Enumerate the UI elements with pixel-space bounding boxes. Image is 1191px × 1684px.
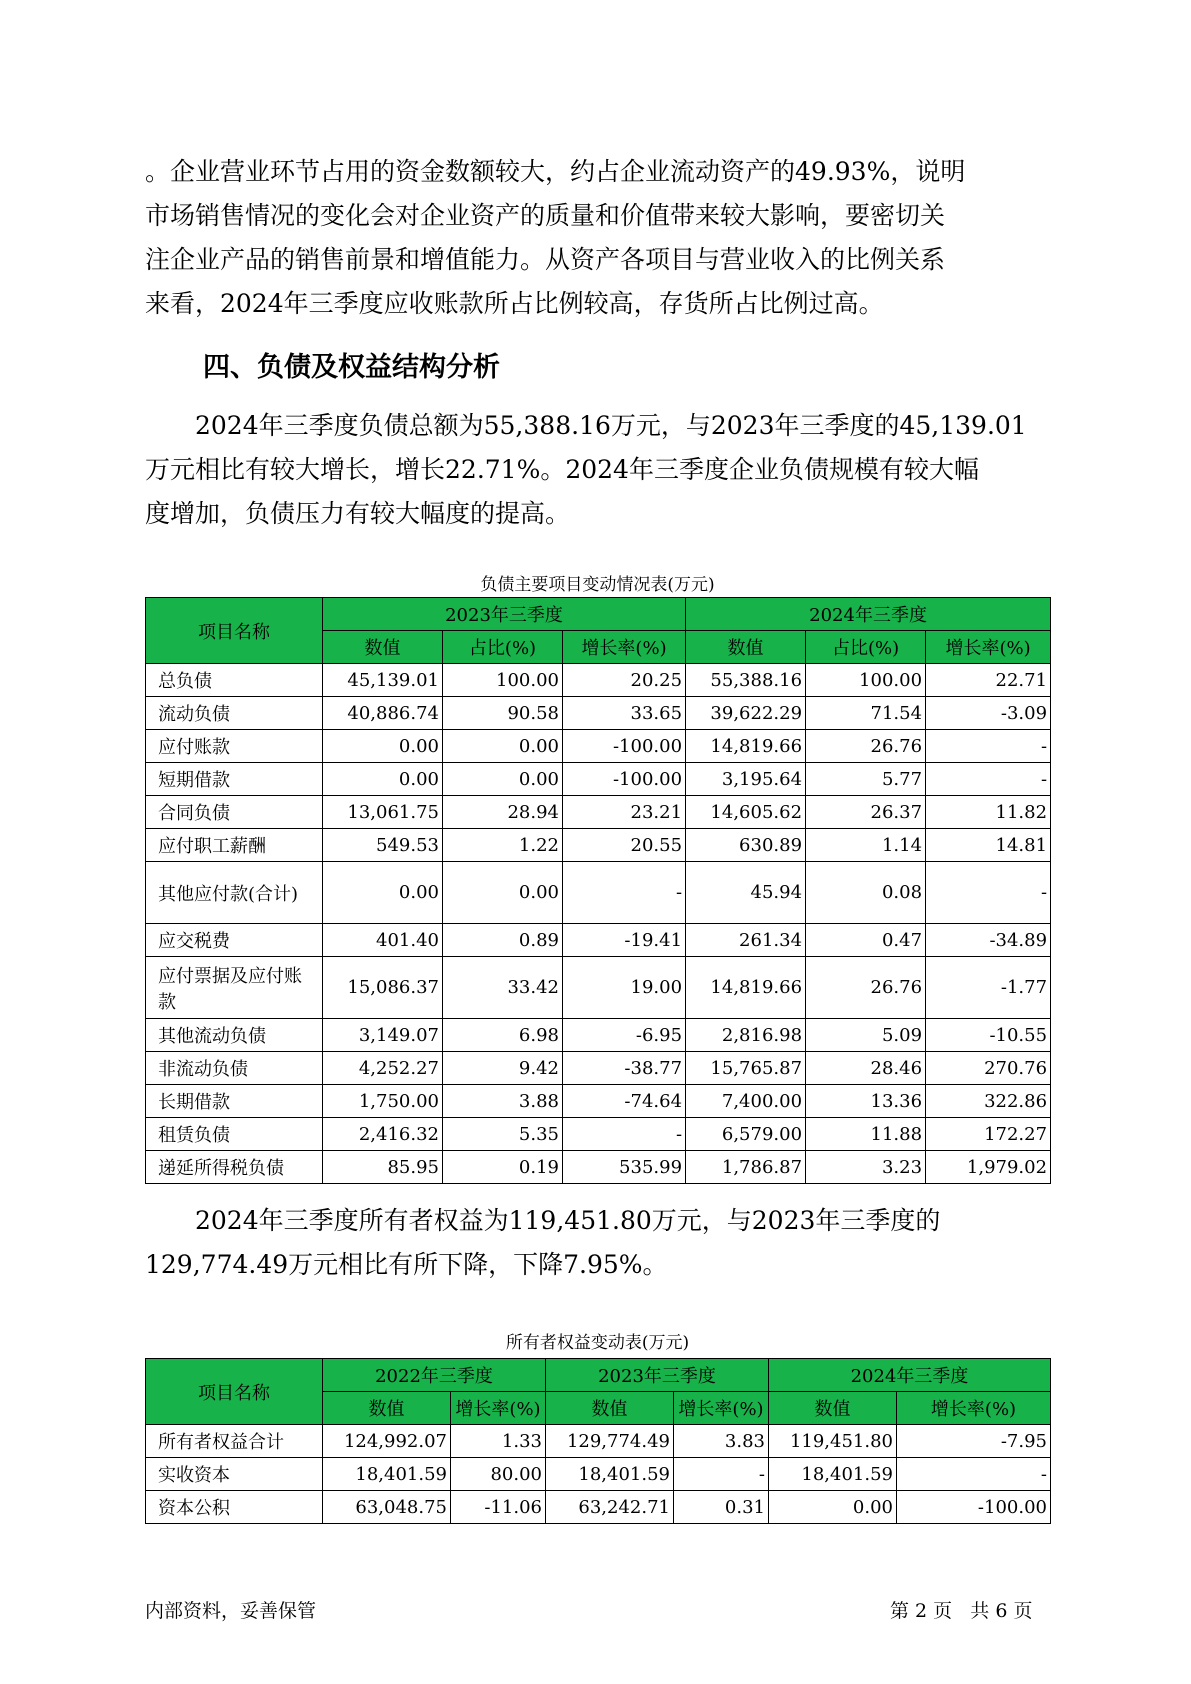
cell-value: 172.27: [926, 1118, 1051, 1151]
cell-value: 13.36: [806, 1085, 926, 1118]
paragraph-line: 注企业产品的销售前景和增值能力。从资产各项目与营业收入的比例关系: [145, 245, 946, 274]
cell-value: 3,149.07: [323, 1019, 443, 1052]
column-header-item-name: 项目名称: [146, 598, 323, 664]
paragraph-line: 。企业营业环节占用的资金数额较大，约占企业流动资产的49.93%，说明: [145, 157, 966, 186]
cell-value: 13,061.75: [323, 796, 443, 829]
cell-value: 2,816.98: [686, 1019, 806, 1052]
cell-value: 20.55: [563, 829, 686, 862]
table-row: [146, 1491, 1051, 1524]
cell-value: -6.95: [563, 1019, 686, 1052]
cell-value: -11.06: [451, 1491, 546, 1524]
cell-value: 6,579.00: [686, 1118, 806, 1151]
table-row: [146, 763, 1051, 796]
page-number: 第 2 页 共 6 页: [890, 1600, 1033, 1622]
cell-value: 0.00: [443, 763, 563, 796]
cell-value: 22.71: [926, 664, 1051, 697]
cell-value: 535.99: [563, 1151, 686, 1184]
cell-value: 19.00: [563, 957, 686, 1019]
column-header: 增长率(%): [674, 1392, 769, 1425]
cell-value: 11.82: [926, 796, 1051, 829]
cell-value: -: [897, 1458, 1051, 1491]
table-row: [146, 1151, 1051, 1184]
cell-value: 1.14: [806, 829, 926, 862]
cell-value: 119,451.80: [769, 1425, 897, 1458]
table-caption-equity: 所有者权益变动表(万元): [505, 1333, 690, 1353]
cell-value: 401.40: [323, 924, 443, 957]
paragraph-line: 来看，2024年三季度应收账款所占比例较高，存货所占比例过高。: [145, 289, 884, 318]
cell-value: 28.94: [443, 796, 563, 829]
cell-value: 0.47: [806, 924, 926, 957]
cell-value: 630.89: [686, 829, 806, 862]
cell-value: -3.09: [926, 697, 1051, 730]
cell-value: -: [926, 763, 1051, 796]
cell-value: 14.81: [926, 829, 1051, 862]
equity-table-body: [146, 1425, 1051, 1524]
row-label: 其他流动负债: [146, 1019, 323, 1052]
cell-value: 28.46: [806, 1052, 926, 1085]
cell-value: 124,992.07: [323, 1425, 451, 1458]
row-label: 流动负债: [146, 697, 323, 730]
cell-value: 63,048.75: [323, 1491, 451, 1524]
cell-value: 45,139.01: [323, 664, 443, 697]
liabilities-table-body: [146, 664, 1051, 1184]
cell-value: 26.76: [806, 730, 926, 763]
table-row: [146, 1085, 1051, 1118]
table-row: [146, 796, 1051, 829]
table-row: [146, 697, 1051, 730]
cell-value: 33.65: [563, 697, 686, 730]
row-label: 所有者权益合计: [146, 1425, 323, 1458]
cell-value: -: [563, 1118, 686, 1151]
table-row: [146, 924, 1051, 957]
cell-value: 261.34: [686, 924, 806, 957]
cell-value: -38.77: [563, 1052, 686, 1085]
paragraph-line: 2024年三季度所有者权益为119,451.80万元，与2023年三季度的: [195, 1206, 941, 1235]
cell-value: -74.64: [563, 1085, 686, 1118]
table-row: [146, 1458, 1051, 1491]
table-row: [146, 862, 1051, 924]
paragraph-line: 2024年三季度负债总额为55,388.16万元，与2023年三季度的45,139.01: [195, 411, 1027, 440]
cell-value: 18,401.59: [769, 1458, 897, 1491]
column-header: 增长率(%): [563, 631, 686, 664]
cell-value: 3,195.64: [686, 763, 806, 796]
cell-value: 129,774.49: [546, 1425, 674, 1458]
row-label: 总负债: [146, 664, 323, 697]
row-label: 非流动负债: [146, 1052, 323, 1085]
cell-value: 11.88: [806, 1118, 926, 1151]
column-header: 数值: [323, 631, 443, 664]
cell-value: 0.08: [806, 862, 926, 924]
cell-value: 0.00: [323, 862, 443, 924]
cell-value: 0.00: [769, 1491, 897, 1524]
paragraph-line: 万元相比有较大增长，增长22.71%。2024年三季度企业负债规模有较大幅: [145, 455, 979, 484]
row-label: 资本公积: [146, 1491, 323, 1524]
period-header: 2023年三季度: [546, 1359, 769, 1392]
cell-value: 1.33: [451, 1425, 546, 1458]
cell-value: -100.00: [563, 730, 686, 763]
cell-value: -100.00: [897, 1491, 1051, 1524]
row-label: 其他应付款(合计): [146, 862, 323, 924]
cell-value: 15,086.37: [323, 957, 443, 1019]
cell-value: 9.42: [443, 1052, 563, 1085]
row-label: 短期借款: [146, 763, 323, 796]
cell-value: 39,622.29: [686, 697, 806, 730]
paragraph-line: 市场销售情况的变化会对企业资产的质量和价值带来较大影响，要密切关: [145, 201, 946, 230]
cell-value: 26.37: [806, 796, 926, 829]
table-row: [146, 664, 1051, 697]
cell-value: -10.55: [926, 1019, 1051, 1052]
row-label: 长期借款: [146, 1085, 323, 1118]
cell-value: 549.53: [323, 829, 443, 862]
row-label: 应付票据及应付账款: [146, 957, 323, 1019]
footer-confidential-note: 内部资料，妥善保管: [145, 1600, 317, 1622]
cell-value: 2,416.32: [323, 1118, 443, 1151]
column-header: 占比(%): [443, 631, 563, 664]
cell-value: 14,605.62: [686, 796, 806, 829]
cell-value: 5.09: [806, 1019, 926, 1052]
row-label: 应付职工薪酬: [146, 829, 323, 862]
table-row: [146, 1019, 1051, 1052]
cell-value: 3.88: [443, 1085, 563, 1118]
column-header: 数值: [686, 631, 806, 664]
cell-value: -34.89: [926, 924, 1051, 957]
cell-value: 0.00: [323, 730, 443, 763]
cell-value: 6.98: [443, 1019, 563, 1052]
column-header: 增长率(%): [926, 631, 1051, 664]
cell-value: 55,388.16: [686, 664, 806, 697]
cell-value: 20.25: [563, 664, 686, 697]
column-header: 数值: [546, 1392, 674, 1425]
row-label: 租赁负债: [146, 1118, 323, 1151]
cell-value: -100.00: [563, 763, 686, 796]
paragraph-asset-analysis: [145, 150, 1050, 326]
column-header: 占比(%): [806, 631, 926, 664]
cell-value: 18,401.59: [546, 1458, 674, 1491]
row-label: 合同负债: [146, 796, 323, 829]
table-row: [146, 1118, 1051, 1151]
period-header: 2023年三季度: [323, 598, 686, 631]
cell-value: 45.94: [686, 862, 806, 924]
cell-value: 3.83: [674, 1425, 769, 1458]
paragraph-line: 129,774.49万元相比有所下降，下降7.95%。: [145, 1250, 668, 1279]
paragraph-liability-summary: [145, 404, 1050, 536]
cell-value: 100.00: [806, 664, 926, 697]
row-label: 实收资本: [146, 1458, 323, 1491]
cell-value: 0.00: [443, 730, 563, 763]
cell-value: 1.22: [443, 829, 563, 862]
column-header: 数值: [769, 1392, 897, 1425]
period-header: 2024年三季度: [686, 598, 1051, 631]
cell-value: 23.21: [563, 796, 686, 829]
cell-value: 3.23: [806, 1151, 926, 1184]
cell-value: 0.89: [443, 924, 563, 957]
cell-value: 0.00: [443, 862, 563, 924]
cell-value: 14,819.66: [686, 957, 806, 1019]
table-row: [146, 1052, 1051, 1085]
cell-value: 1,979.02: [926, 1151, 1051, 1184]
cell-value: 5.35: [443, 1118, 563, 1151]
cell-value: 1,786.87: [686, 1151, 806, 1184]
table-row: [146, 1425, 1051, 1458]
liabilities-table: [145, 597, 1051, 1184]
cell-value: 0.00: [323, 763, 443, 796]
cell-value: 4,252.27: [323, 1052, 443, 1085]
cell-value: 14,819.66: [686, 730, 806, 763]
cell-value: 85.95: [323, 1151, 443, 1184]
paragraph-equity-summary: [145, 1199, 1050, 1287]
cell-value: -: [926, 730, 1051, 763]
table-row: [146, 957, 1051, 1019]
table-caption-liabilities: 负债主要项目变动情况表(万元): [480, 575, 715, 595]
cell-value: 7,400.00: [686, 1085, 806, 1118]
row-label: 应付账款: [146, 730, 323, 763]
cell-value: 5.77: [806, 763, 926, 796]
cell-value: 1,750.00: [323, 1085, 443, 1118]
cell-value: 63,242.71: [546, 1491, 674, 1524]
cell-value: -19.41: [563, 924, 686, 957]
cell-value: 90.58: [443, 697, 563, 730]
section-heading: 四、负债及权益结构分析: [203, 352, 500, 383]
cell-value: 0.31: [674, 1491, 769, 1524]
equity-table: [145, 1358, 1051, 1524]
cell-value: 26.76: [806, 957, 926, 1019]
column-header: 增长率(%): [451, 1392, 546, 1425]
column-header-item-name: 项目名称: [146, 1359, 323, 1425]
cell-value: 15,765.87: [686, 1052, 806, 1085]
cell-value: 71.54: [806, 697, 926, 730]
cell-value: 0.19: [443, 1151, 563, 1184]
cell-value: 40,886.74: [323, 697, 443, 730]
paragraph-line: 度增加，负债压力有较大幅度的提高。: [145, 499, 571, 528]
cell-value: -1.77: [926, 957, 1051, 1019]
cell-value: 80.00: [451, 1458, 546, 1491]
table-row: [146, 829, 1051, 862]
cell-value: 100.00: [443, 664, 563, 697]
cell-value: -7.95: [897, 1425, 1051, 1458]
cell-value: -: [674, 1458, 769, 1491]
period-header: 2024年三季度: [769, 1359, 1051, 1392]
period-header: 2022年三季度: [323, 1359, 546, 1392]
column-header: 增长率(%): [897, 1392, 1051, 1425]
cell-value: 322.86: [926, 1085, 1051, 1118]
cell-value: -: [563, 862, 686, 924]
cell-value: 270.76: [926, 1052, 1051, 1085]
row-label: 应交税费: [146, 924, 323, 957]
row-label: 递延所得税负债: [146, 1151, 323, 1184]
column-header: 数值: [323, 1392, 451, 1425]
cell-value: 33.42: [443, 957, 563, 1019]
cell-value: -: [926, 862, 1051, 924]
table-row: [146, 730, 1051, 763]
cell-value: 18,401.59: [323, 1458, 451, 1491]
